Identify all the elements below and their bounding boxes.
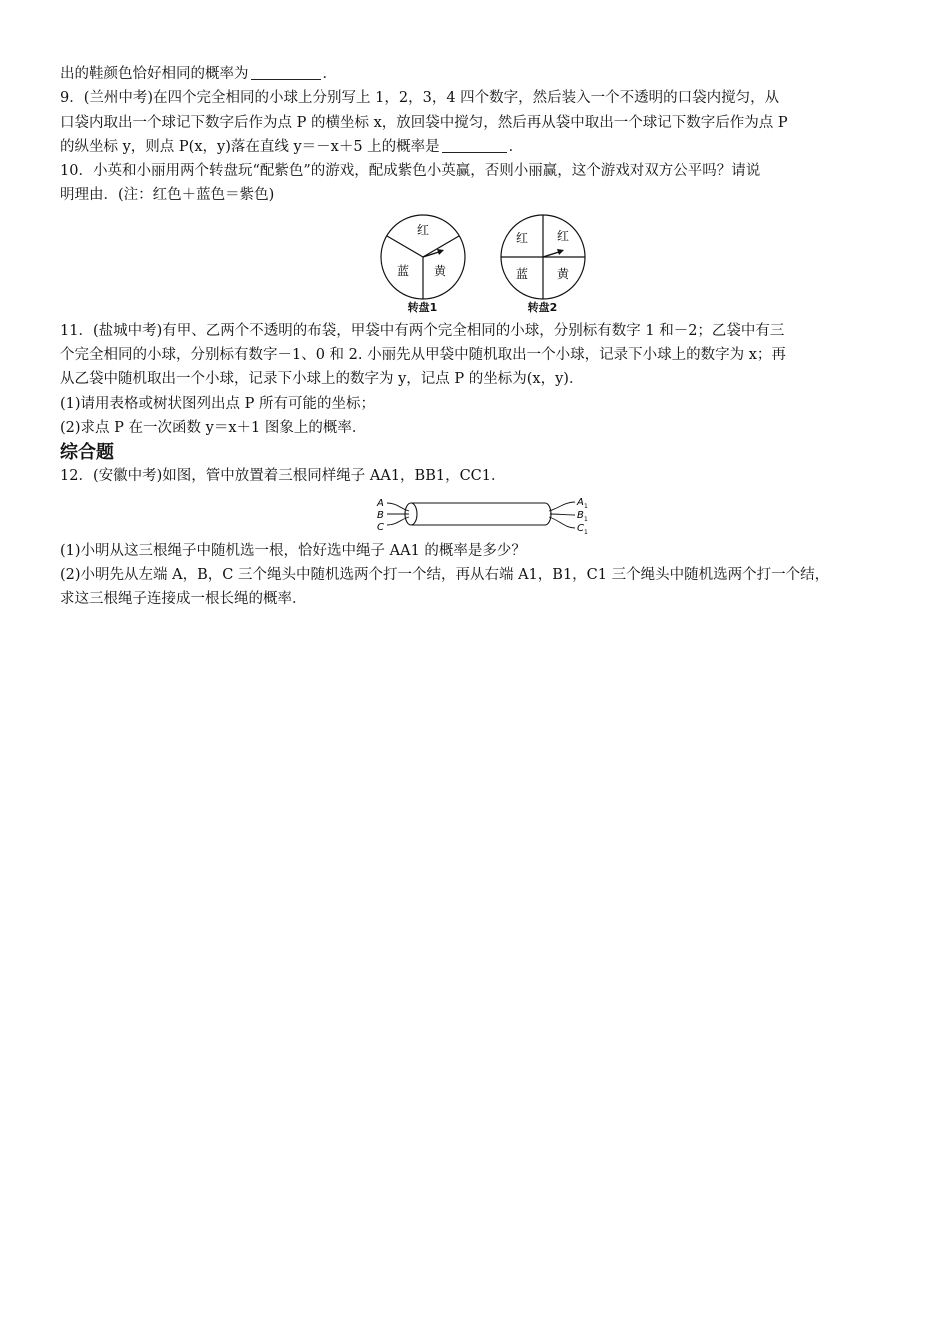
- tube-diagram: [373, 495, 593, 535]
- rope-label-subscript: 1: [583, 515, 588, 523]
- q12-part-2: (2)小明先从左端 A，B，C 三个绳头中随机选两个打一个结，再从右端 A1，B1，C1 三个绳头中随机选两个打一个结，: [60, 566, 830, 583]
- rope-label-b: B: [376, 509, 384, 521]
- q8-tail-text: 出的鞋颜色恰好相同的概率为: [60, 66, 249, 82]
- sector-red: 红: [515, 230, 528, 245]
- sector-red: 红: [556, 228, 569, 243]
- q11-line: 个完全相同的小球，分别标有数字－1、0 和 2. 小丽先从甲袋中随机取出一个小球，记录下小球上的数字为 x；再: [60, 347, 786, 364]
- q11-part-1: (1)请用表格或树状图列出点 P 所有可能的坐标；: [60, 395, 376, 412]
- rope-label-c1: C: [576, 522, 584, 534]
- sector-yellow: 黄: [433, 263, 446, 278]
- sector-blue: 蓝: [396, 263, 409, 278]
- rope-label-c: C: [376, 521, 384, 533]
- q11-part-2: (2)求点 P 在一次函数 y＝x＋1 图象上的概率．: [60, 419, 367, 436]
- question-9: [60, 86, 905, 159]
- spinner-2: [498, 214, 588, 315]
- spinner-2-caption: 转盘2: [527, 300, 558, 314]
- rope-label-subscript: 1: [583, 528, 588, 535]
- rope-label-subscript: 1: [583, 502, 588, 510]
- rope-label-a: A: [376, 497, 384, 509]
- q11-line: 11．(盐城中考)有甲、乙两个不透明的布袋，甲袋中有两个完全相同的小球，分别标有数字 1 和－2；乙袋中有三: [60, 322, 785, 339]
- q10-line: 明理由．(注：红色＋蓝色＝紫色): [60, 187, 275, 204]
- q9-end: ．: [508, 138, 524, 155]
- spinner-1-diagram: [378, 214, 468, 300]
- question-10: [60, 159, 905, 315]
- answer-blank[interactable]: [442, 138, 507, 153]
- sector-blue: 蓝: [515, 266, 528, 281]
- q9-line: 口袋内取出一个球记下数字后作为点 P 的横坐标 x，放回袋中搅匀，然后再从袋中取出一个球记下数字后作为点 P: [60, 114, 788, 131]
- answer-blank[interactable]: [251, 65, 321, 80]
- spinner-1: [378, 214, 468, 315]
- spinner-2-diagram: [498, 214, 588, 300]
- spinner-1-caption: 转盘1: [407, 300, 438, 314]
- question-12: [60, 464, 905, 611]
- q11-line: 从乙袋中随机取出一个小球，记录下小球上的数字为 y，记点 P 的坐标为(x，y)．: [60, 371, 584, 388]
- tube-figure: [60, 495, 905, 535]
- q9-line: [60, 135, 905, 159]
- section-title: 综合题: [60, 442, 114, 464]
- rope-label-b1: B: [576, 509, 584, 521]
- spinners-figure: [60, 214, 905, 315]
- worksheet: [60, 62, 905, 611]
- q12-part-2: 求这三根绳子连接成一根长绳的概率．: [60, 591, 307, 608]
- sector-yellow: 黄: [556, 266, 569, 281]
- q8-tail: [60, 62, 905, 86]
- q12-line: 12．(安徽中考)如图，管中放置着三根同样绳子 AA1，BB1，CC1．: [60, 468, 506, 485]
- rope-label-a1: A: [576, 496, 584, 508]
- q10-line: 10．小英和小丽用两个转盘玩“配紫色”的游戏，配成紫色小英赢，否则小丽赢，这个游戏对双方公平吗？请说: [60, 163, 761, 180]
- q9-line: 9．(兰州中考)在四个完全相同的小球上分别写上 1，2，3，4 四个数字，然后装入一个不透明的口袋内搅匀，从: [60, 90, 780, 107]
- q9-text: 的纵坐标 y，则点 P(x，y)落在直线 y＝－x＋5 上的概率是: [60, 138, 440, 155]
- question-11: [60, 319, 905, 440]
- sector-red: 红: [416, 222, 429, 237]
- q12-part-1: (1)小明从这三根绳子中随机选一根，恰好选中绳子 AA1 的概率是多少？: [60, 542, 526, 559]
- q8-tail-end: ．: [322, 66, 337, 82]
